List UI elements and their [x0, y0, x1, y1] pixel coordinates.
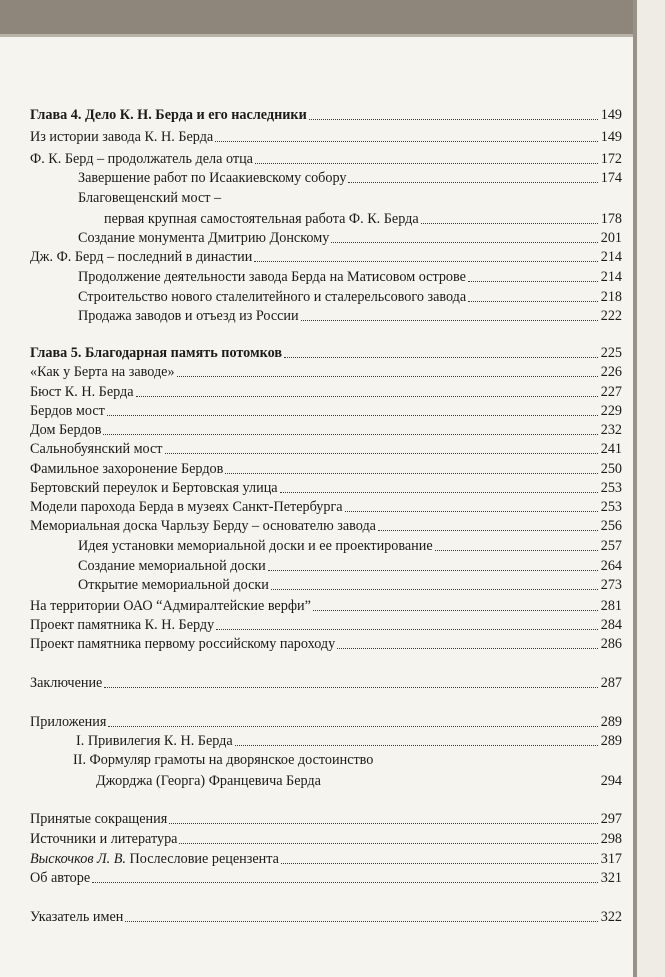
toc-page-number: 178	[600, 211, 622, 227]
toc-label: первая крупная самостоятельная работа Ф. К. Берда	[104, 211, 419, 227]
toc-page-number: 298	[600, 831, 622, 847]
leader-dots	[255, 160, 598, 164]
toc-subentry-line1[interactable]	[73, 749, 373, 769]
toc-label: Приложения	[30, 714, 107, 730]
toc-chapter-5[interactable]	[30, 342, 622, 362]
toc-page-number: 226	[600, 364, 622, 380]
toc-page-number: 218	[600, 289, 622, 305]
toc-label: Мемориальная доска Чарльзу Берду – основателю завода	[30, 518, 376, 534]
toc-conclusion[interactable]	[30, 672, 622, 692]
toc-page-number: 286	[600, 636, 622, 652]
toc-entry[interactable]	[30, 361, 622, 381]
toc-page-number: 257	[600, 538, 622, 554]
toc-page-number: 256	[600, 518, 622, 534]
toc-page-number: 253	[600, 480, 622, 496]
toc-label: Идея установки мемориальной доски и ее проектирование	[78, 538, 433, 554]
toc-label	[30, 850, 279, 868]
leader-dots	[378, 527, 598, 531]
leader-dots	[103, 431, 598, 435]
toc-page-number: 229	[600, 403, 622, 419]
toc-page-number: 294	[600, 773, 622, 789]
toc-subentry[interactable]	[78, 305, 622, 325]
toc-subentry[interactable]	[78, 266, 622, 286]
toc-name-index[interactable]	[30, 906, 622, 926]
toc-entry[interactable]	[30, 419, 622, 439]
toc-subentry-line2[interactable]	[96, 770, 622, 790]
toc-chapter-4[interactable]	[30, 104, 622, 124]
toc-label: На территории ОАО “Адмиралтейские верфи”	[30, 598, 311, 614]
leader-dots	[323, 782, 598, 786]
toc-entry[interactable]	[30, 496, 622, 516]
toc-label: Заключение	[30, 675, 103, 691]
leader-dots	[125, 918, 598, 922]
toc-entry[interactable]	[30, 477, 622, 497]
toc-label: Об авторе	[30, 870, 91, 886]
leader-dots	[225, 470, 598, 474]
leader-dots	[169, 820, 598, 824]
leader-dots	[271, 586, 598, 590]
toc-label: Глава 5. Благодарная память потомков	[30, 345, 283, 361]
toc-entry[interactable]	[30, 400, 622, 420]
page-gutter	[637, 0, 665, 977]
toc-label: Фамильное захоронение Бердов	[30, 461, 224, 477]
toc-subentry[interactable]	[78, 227, 622, 247]
toc-entry[interactable]	[30, 614, 622, 634]
toc-label: Принятые сокращения	[30, 811, 168, 827]
toc-page-number: 174	[600, 170, 622, 186]
toc-label: Глава 4. Дело К. Н. Берда и его наследники	[30, 107, 307, 123]
leader-dots	[345, 508, 598, 512]
leader-dots	[108, 723, 598, 727]
toc-label: Бюст К. Н. Берда	[30, 384, 134, 400]
toc-page-number: 172	[600, 151, 622, 167]
toc-page-number: 222	[600, 308, 622, 324]
toc-entry[interactable]	[30, 438, 622, 458]
leader-dots	[215, 138, 598, 142]
toc-label: Источники и литература	[30, 831, 178, 847]
afterword-title: Послесловие рецензента	[129, 851, 279, 867]
toc-entry[interactable]	[30, 515, 622, 535]
toc-page-number: 297	[600, 811, 622, 827]
toc-subentry[interactable]	[78, 555, 622, 575]
leader-dots	[235, 742, 598, 746]
leader-dots	[421, 220, 598, 224]
toc-page-number: 264	[600, 558, 622, 574]
leader-dots	[165, 450, 598, 454]
toc-about-author[interactable]	[30, 867, 622, 887]
leader-dots	[280, 489, 598, 493]
leader-dots	[136, 393, 598, 397]
leader-dots	[309, 116, 598, 120]
toc-page-number: 281	[600, 598, 622, 614]
toc-entry[interactable]	[30, 458, 622, 478]
toc-label: Бертовский переулок и Бертовская улица	[30, 480, 278, 496]
toc-subentry-line2[interactable]	[104, 208, 622, 228]
toc-label: Завершение работ по Исаакиевскому собору	[78, 170, 347, 186]
leader-dots	[268, 567, 598, 571]
leader-dots	[179, 840, 598, 844]
toc-page-number: 322	[600, 909, 622, 925]
toc-label: Из истории завода К. Н. Берда	[30, 129, 214, 145]
toc-label: Ф. К. Берд – продолжатель дела отца	[30, 151, 253, 167]
toc-page-number: 241	[600, 441, 622, 457]
leader-dots	[301, 317, 598, 321]
toc-label: Открытие мемориальной доски	[78, 577, 269, 593]
leader-dots	[313, 607, 598, 611]
leader-dots	[254, 258, 598, 262]
leader-dots	[216, 626, 598, 630]
toc-subentry[interactable]	[78, 286, 622, 306]
toc-page-number: 149	[600, 129, 622, 145]
toc-entry[interactable]	[30, 246, 622, 266]
toc-label: Указатель имен	[30, 909, 124, 925]
leader-dots	[104, 684, 598, 688]
toc-subentry[interactable]	[78, 167, 622, 187]
toc-page-number: 273	[600, 577, 622, 593]
toc-page-number: 289	[600, 714, 622, 730]
toc-appendices[interactable]	[30, 711, 622, 731]
toc-sources[interactable]	[30, 828, 622, 848]
toc-label: Проект памятника К. Н. Берду	[30, 617, 215, 633]
toc-page-number: 250	[600, 461, 622, 477]
toc-label: Продолжение деятельности завода Берда на Матисовом острове	[78, 269, 466, 285]
toc-label: Дж. Ф. Берд – последний в династии	[30, 249, 253, 265]
toc-abbreviations[interactable]	[30, 808, 622, 828]
toc-page-number: 149	[600, 107, 622, 123]
leader-dots	[348, 179, 598, 183]
toc-label: Бердов мост	[30, 403, 105, 419]
toc-subentry[interactable]	[78, 535, 622, 555]
toc-label: Проект памятника первому российскому пароходу	[30, 636, 336, 652]
toc-subentry-line1[interactable]	[78, 187, 221, 207]
leader-dots	[331, 239, 598, 243]
toc-page-number: 289	[600, 733, 622, 749]
toc-label: Продажа заводов и отъезд из России	[78, 308, 299, 324]
afterword-author: Выскочков Л. В.	[30, 851, 126, 867]
toc-page-number: 225	[600, 345, 622, 361]
toc-label: Создание монумента Дмитрию Донскому	[78, 230, 330, 246]
toc-page-number: 284	[600, 617, 622, 633]
toc-page-number: 287	[600, 675, 622, 691]
toc-label: Модели парохода Берда в музеях Санкт-Петербурга	[30, 499, 343, 515]
leader-dots	[337, 645, 598, 649]
leader-dots	[107, 412, 598, 416]
toc-label: II. Формуляр грамоты на дворянское достоинство	[73, 752, 374, 768]
toc-page-number: 317	[600, 851, 622, 867]
toc-page-number: 201	[600, 230, 622, 246]
toc-page-number: 253	[600, 499, 622, 515]
toc-entry[interactable]	[30, 381, 622, 401]
toc-page-number: 232	[600, 422, 622, 438]
toc-label: «Как у Берта на заводе»	[30, 364, 175, 380]
toc-entry[interactable]	[30, 148, 622, 168]
toc-page-number: 214	[600, 249, 622, 265]
leader-dots	[284, 354, 598, 358]
toc-afterword[interactable]	[30, 848, 622, 868]
toc-subentry[interactable]	[76, 730, 622, 750]
toc-label: Благовещенский мост –	[78, 190, 222, 206]
leader-dots	[281, 860, 598, 864]
leader-dots	[177, 373, 598, 377]
toc-entry[interactable]	[30, 633, 622, 653]
toc-label: Дом Бердов	[30, 422, 102, 438]
toc-label: I. Привилегия К. Н. Берда	[76, 733, 233, 749]
toc-subentry[interactable]	[78, 574, 622, 594]
leader-dots	[468, 298, 598, 302]
toc-label: Сальнобуянский мост	[30, 441, 163, 457]
toc-page-number: 321	[600, 870, 622, 886]
toc-entry[interactable]	[30, 126, 622, 146]
toc-page-number: 227	[600, 384, 622, 400]
leader-dots	[468, 278, 598, 282]
leader-dots	[92, 879, 598, 883]
toc-entry[interactable]	[30, 595, 622, 615]
leader-dots	[435, 547, 598, 551]
toc-label: Строительство нового сталелитейного и сталерельсового завода	[78, 289, 467, 305]
toc-label: Джорджа (Георга) Францевича Берда	[96, 773, 321, 789]
toc-page-number: 214	[600, 269, 622, 285]
toc-label: Создание мемориальной доски	[78, 558, 266, 574]
